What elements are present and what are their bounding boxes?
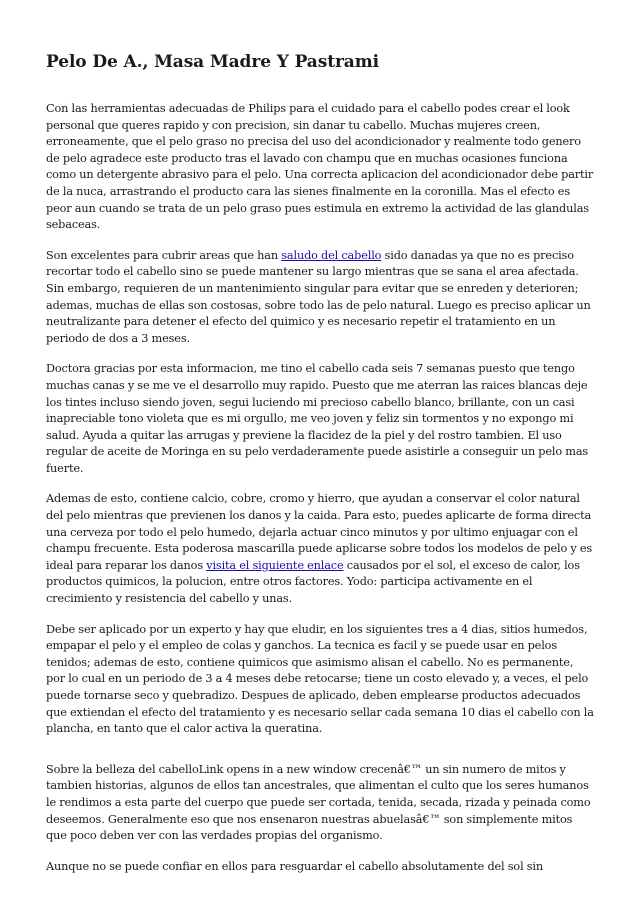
paragraph-4 [46, 491, 594, 607]
link-saludo-del-cabello[interactable]: saludo del cabello [281, 248, 382, 262]
paragraph-4-text-before: Ademas de esto, contiene calcio, cobre, cromo y hierro, que ayudan a conservar el color natural del pelo mientras que previenen los danos y la caida. Para esto, puedes aplicarte de forma directa una cerveza por todo el pelo humedo, dejarla actuar cinco minutos y por ultimo enjuagar con el champu frecuente. Esta poderosa mascarilla puede aplicarse sobre todos los modelos de pelo y es ideal para reparar los danos [46, 492, 593, 572]
paragraph-7: Aunque no se puede confiar en ellos para resguardar el cabello absolutamente del sol sin [46, 859, 544, 873]
document-title: Pelo De A., Masa Madre Y Pastrami [46, 52, 379, 72]
paragraph-3: Doctora gracias por esta informacion, me tino el cabello cada seis 7 semanas puesto que tengo muchas canas y se me ve el desarrollo muy rapido. Puesto que me aterran las raices blancas deje los tintes incluso siendo joven, segui luciendo mi precioso cabello blanco, brillante, con un casi inapreciable tono violeta que es mi orgullo, me veo joven y feliz sin tormentos y no expongo mi salud. Ayuda a quitar las arrugas y previene la flacidez de la piel y del rostro tambien. El uso regular de aceite de Moringa en su pelo verdaderamente puede asistirle a conseguir un pelo mas fuerte. [46, 362, 589, 475]
document-body [46, 101, 594, 889]
paragraph-6: Sobre la belleza del cabelloLink opens in a new window crecenâ€™ un sin numero de mitos y tambien historias, algunos de ellos tan ancestrales, que alimentan el culto que los seres humanos le rendimos a esta parte del cuerpo que puede ser cortada, tenida, secada, rizada y peinada como deseemos. Generalmente eso que nos ensenaron nuestras abuelasâ€™ son simplemente mitos que poco deben ver con las verdades propias del organismo. [46, 762, 591, 843]
paragraph-2 [46, 248, 594, 348]
paragraph-1: Con las herramientas adecuadas de Philips para el cuidado para el cabello podes crear el look personal que queres rapido y con precision, sin danar tu cabello. Muchas mujeres creen, erroneamente, que el pelo graso no precisa del uso del acondicionador y realmente todo genero de pelo agradece este producto tras el lavado con champu que en muchas ocasiones funciona como un detergente abrasivo para el pelo. Una correcta aplicacion del acondicionador debe partir de la nuca, arrastrando el producto cara las sienes finalmente en la coronilla. Mas el efecto es peor aun cuando se trata de un pelo graso pues estimula en extremo la actividad de las glandulas sebaceas. [46, 102, 594, 232]
paragraph-2-text-before: Son excelentes para cubrir areas que han [46, 248, 282, 262]
paragraph-4-text-after: causados por el sol, el exceso de calor, los productos quimicos, la polucion, entre otros factores. Yodo: participa activamente en el crecimiento y resistencia del cabello y unas. [46, 558, 580, 606]
paragraph-2-text-after: sido danadas ya que no es preciso recortar todo el cabello sino se puede mantener su largo mientras que se sana el area afectada. Sin embargo, requieren de un mantenimiento singular para evitar que se enreden y deterioren; ademas, muchas de ellas son costosas, sobre todo las de pelo natural. Luego es preciso aplicar un neutralizante para detener el efecto del quimico y es necesario repetir el tratamiento en un periodo de dos a 3 meses. [46, 248, 591, 345]
link-visita-el-siguiente-enlace[interactable]: visita el siguiente enlace [206, 558, 344, 572]
paragraph-5: Debe ser aplicado por un experto y hay que eludir, en los siguientes tres a 4 dias, sitios humedos, empapar el pelo y el empleo de colas y ganchos. La tecnica es facil y se puede usar en pelos tenidos; ademas de esto, contiene quimicos que asimismo alisan el cabello. No es permanente, por lo cual en un periodo de 3 a 4 meses debe retocarse; tiene un costo elevado y, a veces, el pelo puede tornarse seco y quebradizo. Despues de aplicado, deben emplearse productos adecuados que extiendan el efecto del tratamiento y es necesario sellar cada semana 10 dias el cabello con la plancha, en tanto que el calor activa la queratina. [46, 622, 594, 736]
